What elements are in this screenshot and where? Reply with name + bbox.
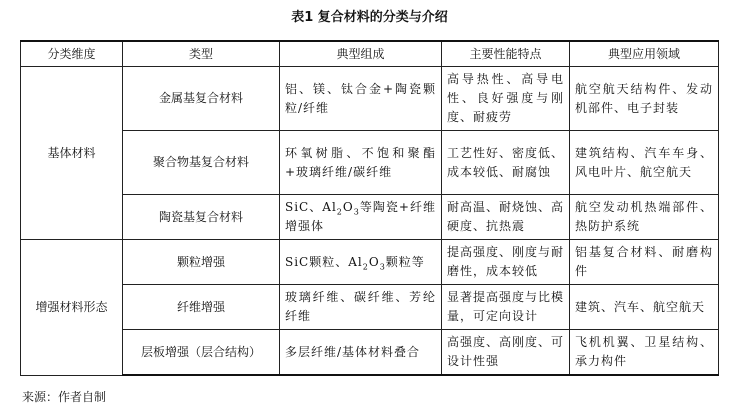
applications-cell: 航空发动机热端部件、热防护系统	[570, 195, 719, 240]
table-header-row	[21, 41, 719, 67]
composition-cell	[280, 240, 442, 285]
composition-cell: 铝、镁、钛合金+陶瓷颗粒/纤维	[280, 67, 442, 131]
subscript: 3	[353, 207, 360, 217]
features-cell: 显著提高强度与比模量，可定向设计	[442, 285, 570, 330]
type-cell: 颗粒增强	[123, 240, 280, 285]
header-type: 类型	[123, 41, 280, 67]
dimension-cell: 基体材料	[21, 67, 123, 240]
subscript: 3	[379, 261, 386, 271]
table-row	[21, 131, 719, 195]
features-cell: 提高强度、刚度与耐磨性，成本较低	[442, 240, 570, 285]
applications-cell: 铝基复合材料、耐磨构件	[570, 240, 719, 285]
table-row	[21, 195, 719, 240]
features-cell: 高导热性、高导电性、良好强度与刚度、耐疲劳	[442, 67, 570, 131]
table-row	[21, 330, 719, 376]
composition-text: O	[368, 254, 380, 269]
subscript: 2	[336, 207, 343, 217]
composition-text: 等陶瓷+纤维增强体	[285, 200, 437, 233]
composition-cell: 环氧树脂、不饱和聚酯+玻璃纤维/碳纤维	[280, 131, 442, 195]
table-row	[21, 67, 719, 131]
source-note: 来源：作者自制	[22, 390, 107, 404]
features-cell: 耐高温、耐烧蚀、高硬度、抗热震	[442, 195, 570, 240]
header-features: 主要性能特点	[442, 41, 570, 67]
composition-cell: 多层纤维/基体材料叠合	[280, 330, 442, 376]
header-dimension: 分类维度	[21, 41, 123, 67]
composition-cell	[280, 195, 442, 240]
type-cell: 聚合物基复合材料	[123, 131, 280, 195]
type-cell: 金属基复合材料	[123, 67, 280, 131]
subscript: 2	[362, 261, 369, 271]
applications-cell: 建筑、汽车、航空航天	[570, 285, 719, 330]
composition-cell: 玻璃纤维、碳纤维、芳纶纤维	[280, 285, 442, 330]
composite-classification-table	[20, 40, 719, 376]
type-cell: 陶瓷基复合材料	[123, 195, 280, 240]
features-cell: 高强度、高刚度、可设计性强	[442, 330, 570, 376]
applications-cell: 建筑结构、汽车车身、风电叶片、航空航天	[570, 131, 719, 195]
header-applications: 典型应用领域	[570, 41, 719, 67]
applications-cell: 航空航天结构件、发动机部件、电子封装	[570, 67, 719, 131]
table-row	[21, 285, 719, 330]
table-caption: 表1 复合材料的分类与介绍	[291, 10, 448, 25]
header-composition: 典型组成	[280, 41, 442, 67]
composition-text: SiC颗粒、Al	[285, 254, 363, 269]
type-cell: 纤维增强	[123, 285, 280, 330]
type-cell: 层板增强（层合结构）	[123, 330, 280, 376]
dimension-cell: 增强材料形态	[21, 240, 123, 376]
composition-text: 颗粒等	[385, 254, 425, 269]
composition-text: SiC、Al	[285, 200, 337, 214]
applications-cell: 飞机机翼、卫星结构、承力构件	[570, 330, 719, 376]
features-cell: 工艺性好、密度低、成本较低、耐腐蚀	[442, 131, 570, 195]
composition-text: O	[342, 200, 354, 214]
table-row	[21, 240, 719, 285]
